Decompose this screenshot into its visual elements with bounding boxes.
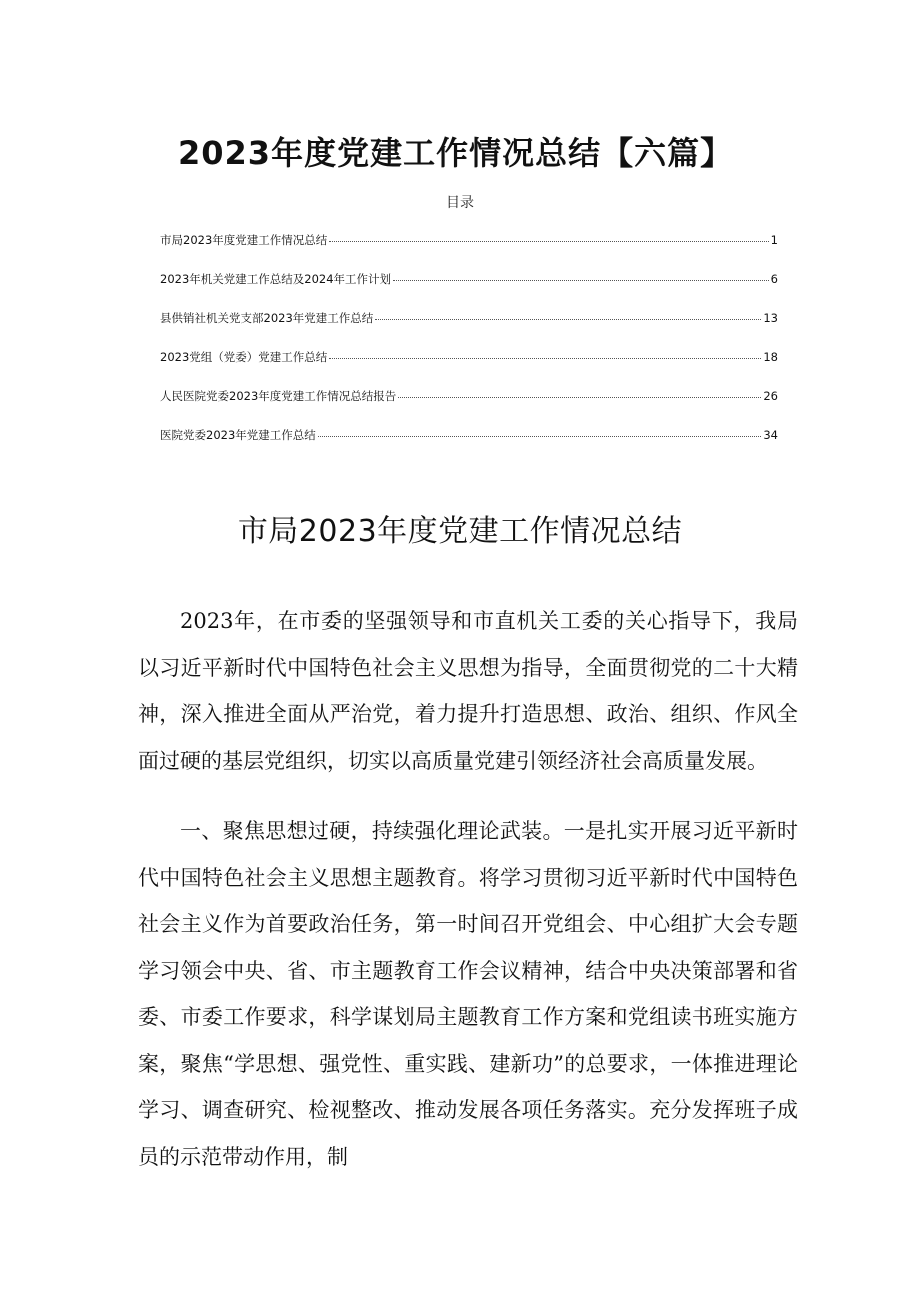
toc-dot-leader bbox=[329, 241, 768, 242]
section-title: 市局2023年度党建工作情况总结 bbox=[237, 514, 683, 549]
toc-page-number: 6 bbox=[770, 272, 778, 286]
toc-entry-title: 市局2023年度党建工作情况总结 bbox=[160, 233, 328, 247]
toc-entry[interactable] bbox=[160, 349, 778, 388]
toc-entry-title: 2023年机关党建工作总结及2024年工作计划 bbox=[160, 272, 392, 286]
body-paragraph: 2023年，在市委的坚强领导和市直机关工委的关心指导下，我局以习近平新时代中国特色社会主义思想为指导，全面贯彻党的二十大精神，深入推进全面从严治党，着力提升打造思想、政治、组织、作风全面过硬的基层党组织，切实以高质量党建引领经济社会高质量发展。 bbox=[138, 609, 798, 773]
toc-page-number: 1 bbox=[770, 233, 778, 247]
toc-entry[interactable] bbox=[160, 388, 778, 427]
body-paragraph: 一、聚焦思想过硬，持续强化理论武装。一是扎实开展习近平新时代中国特色社会主义思想主题教育。将学习贯彻习近平新时代中国特色社会主义作为首要政治任务，第一时间召开党组会、中心组扩大会专题学习领会中央、省、市主题教育工作会议精神，结合中央决策部署和省委、市委工作要求，科学谋划局主题教育工作方案和党组读书班实施方案，聚焦“学思想、强党性、重实践、建新功”的总要求，一体推进理论学习、调查研究、检视整改、推动发展各项任务落实。充分发挥班子成员的示范带动作用，制 bbox=[138, 819, 798, 1169]
toc-page-number: 26 bbox=[763, 389, 778, 403]
toc-entry[interactable] bbox=[160, 271, 778, 310]
toc-entry[interactable] bbox=[160, 310, 778, 349]
table-of-contents bbox=[160, 232, 778, 466]
toc-page-number: 18 bbox=[763, 350, 778, 364]
toc-page-number: 13 bbox=[763, 311, 778, 325]
toc-dot-leader bbox=[393, 280, 769, 281]
toc-page-number: 34 bbox=[763, 428, 778, 442]
toc-entry-title: 人民医院党委2023年度党建工作情况总结报告 bbox=[160, 389, 397, 403]
toc-dot-leader bbox=[329, 358, 761, 359]
toc-dot-leader bbox=[318, 436, 762, 437]
toc-entry-title: 医院党委2023年党建工作总结 bbox=[160, 428, 316, 442]
toc-entry[interactable] bbox=[160, 232, 778, 271]
toc-entry[interactable] bbox=[160, 427, 778, 466]
toc-heading: 目录 bbox=[446, 195, 474, 211]
toc-dot-leader bbox=[398, 397, 761, 398]
document-title: 2023年度党建工作情况总结【六篇】 bbox=[178, 134, 734, 172]
toc-entry-title: 县供销社机关党支部2023年党建工作总结 bbox=[160, 311, 374, 325]
toc-dot-leader bbox=[375, 319, 761, 320]
toc-entry-title: 2023党组（党委）党建工作总结 bbox=[160, 350, 328, 364]
